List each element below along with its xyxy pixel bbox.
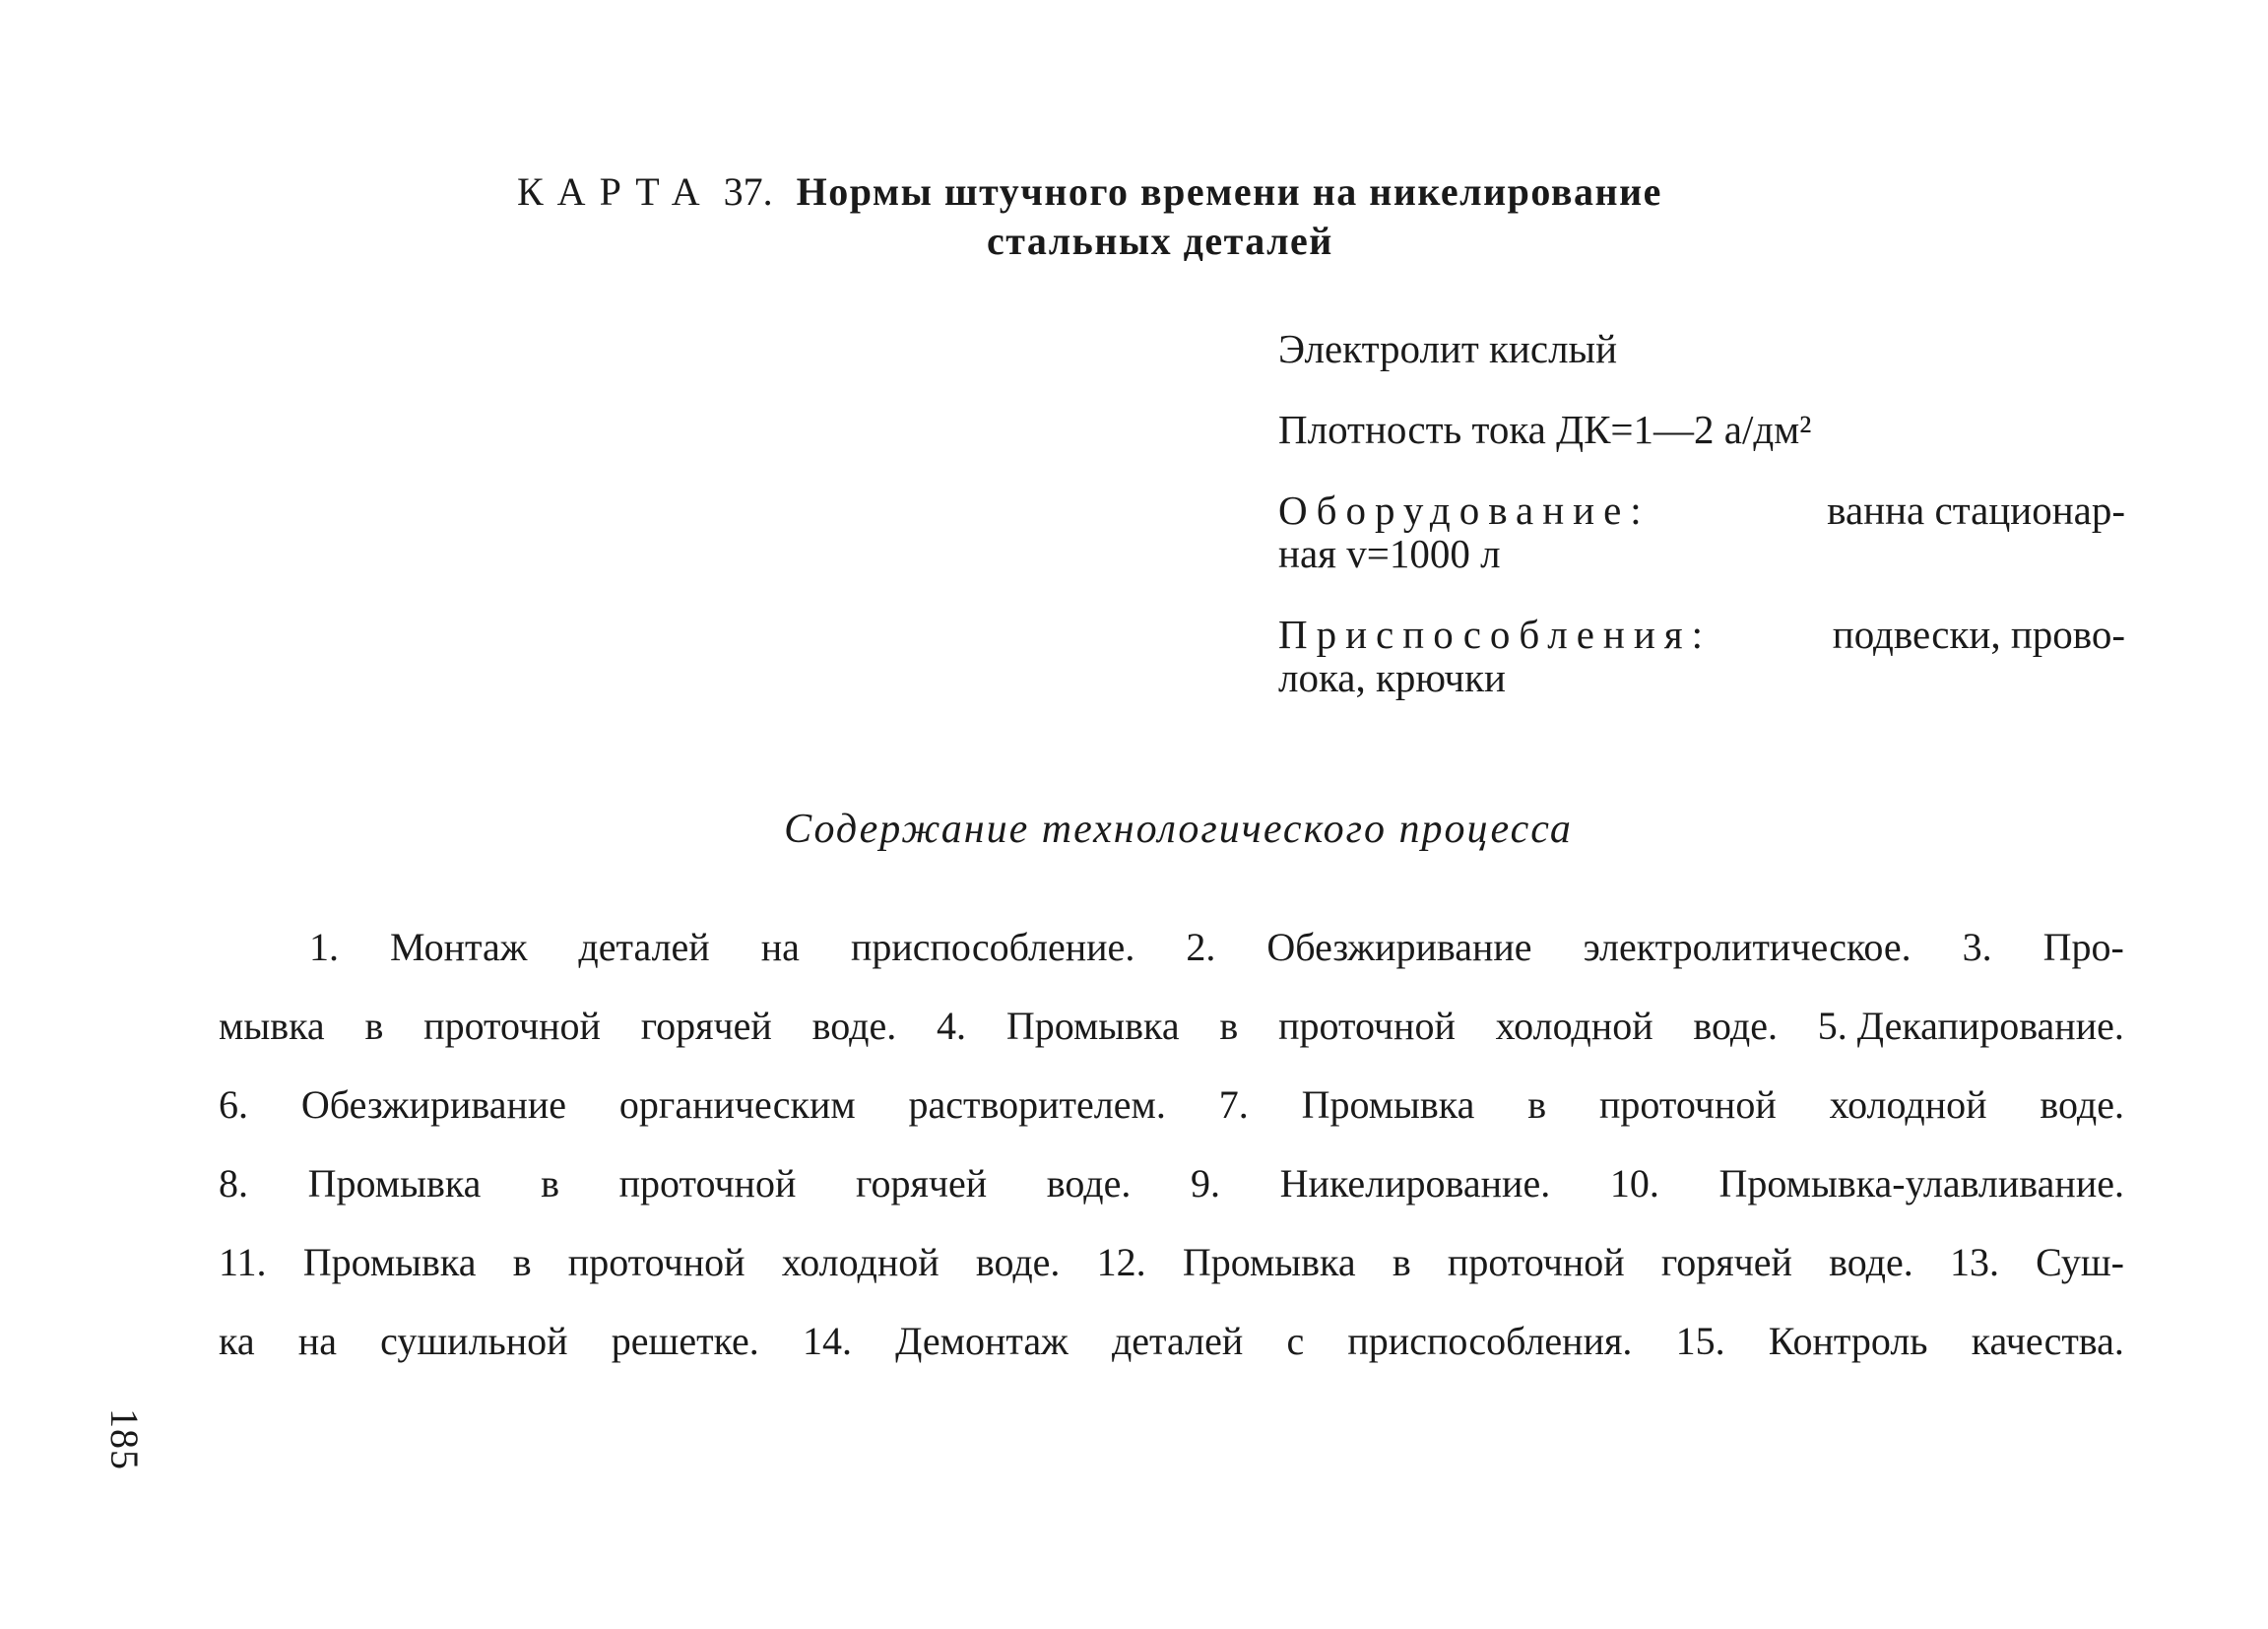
body-line (219, 987, 2124, 1066)
body-word: 13. (1949, 1240, 1999, 1284)
body-word: проточной (618, 1161, 797, 1205)
card-title (517, 167, 1896, 266)
card-title-main-line1: Нормы штучного времени на никелирование (796, 169, 1662, 214)
param-current-density: Плотность тока ДК=1—2 а/дм² (1278, 407, 1812, 452)
body-word: на (297, 1319, 337, 1363)
body-word: в (1219, 1004, 1239, 1048)
body-word: Никелирование. (1279, 1161, 1551, 1205)
body-word: воде. (811, 1004, 897, 1048)
body-word: 2. (1186, 925, 1216, 969)
body-word: 8. (219, 1161, 248, 1205)
body-word: Обезжиривание (300, 1082, 567, 1127)
section-heading: Содержание технологического процесса (784, 807, 1573, 852)
param-fixtures-label: Приспособления: (1278, 612, 1713, 657)
body-word: 10. (1609, 1161, 1659, 1205)
card-title-main-line2: стальных деталей (987, 219, 1333, 263)
body-word: Монтаж (390, 925, 528, 969)
body-word: холодной (1495, 1004, 1653, 1048)
body-word: горячей (1660, 1240, 1792, 1284)
body-word: 14. (802, 1319, 852, 1363)
body-word: 1. (309, 925, 339, 969)
body-word: сушильной (380, 1319, 568, 1363)
body-word: Промывка (1301, 1082, 1475, 1127)
param-equipment-value-2: ная v=1000 л (1278, 531, 1501, 576)
param-electrolyte: Электролит кислый (1278, 326, 1618, 371)
body-word: 5. Декапирование. (1817, 1004, 2124, 1048)
body-word: холодной (1829, 1082, 1987, 1127)
body-word: 4. (937, 1004, 967, 1048)
param-fixtures-value-2: лока, крючки (1278, 655, 1506, 700)
body-word: Промывка (307, 1161, 482, 1205)
body-word: 9. (1191, 1161, 1221, 1205)
body-word: ка (219, 1319, 255, 1363)
body-word: 15. (1675, 1319, 1725, 1363)
process-steps-text (219, 908, 2124, 1381)
body-word: решетке. (611, 1319, 759, 1363)
body-word: горячей (640, 1004, 772, 1048)
body-word: 11. (219, 1240, 267, 1284)
body-word: проточной (1278, 1004, 1456, 1048)
body-line (219, 908, 2124, 987)
body-word: Промывка-улавливание. (1718, 1161, 2124, 1205)
body-word: 6. (219, 1082, 248, 1127)
body-word: с (1286, 1319, 1305, 1363)
body-word: на (760, 925, 800, 969)
body-word: Промывка (302, 1240, 477, 1284)
body-word: электролитическое. (1583, 925, 1912, 969)
page-number: 185 (102, 1408, 147, 1470)
body-word: органическим (618, 1082, 856, 1127)
body-word: Демонтаж (895, 1319, 1069, 1363)
param-fixtures-value-1: подвески, прово- (1832, 612, 2125, 657)
body-word: приспособления. (1347, 1319, 1633, 1363)
body-word: воде. (2040, 1082, 2124, 1127)
body-line (219, 1066, 2124, 1144)
body-word: качества. (1971, 1319, 2124, 1363)
body-line (219, 1223, 2124, 1302)
card-title-number: 37. (723, 169, 773, 214)
param-equipment-label: Оборудование: (1278, 488, 1651, 533)
body-word: проточной (567, 1240, 745, 1284)
param-equipment-value-1: ванна стационар- (1827, 488, 2125, 533)
body-word: деталей (578, 925, 710, 969)
body-line (219, 1302, 2124, 1381)
body-word: в (1392, 1240, 1411, 1284)
process-parameters (1278, 327, 2125, 737)
body-word: Обезжиривание (1266, 925, 1532, 969)
body-word: 12. (1096, 1240, 1146, 1284)
body-word: воде. (1829, 1240, 1913, 1284)
body-word: в (512, 1240, 532, 1284)
body-word: воде. (975, 1240, 1061, 1284)
body-word: проточной (423, 1004, 601, 1048)
body-line (219, 1144, 2124, 1223)
body-word: в (1527, 1082, 1547, 1127)
body-word: в (541, 1161, 559, 1205)
body-word: проточной (1447, 1240, 1625, 1284)
body-word: Контроль (1768, 1319, 1928, 1363)
body-word: воде. (1693, 1004, 1778, 1048)
body-word: приспособление. (850, 925, 1135, 969)
body-word: мывка (219, 1004, 325, 1048)
body-word: горячей (856, 1161, 988, 1205)
body-word: проточной (1599, 1082, 1777, 1127)
body-word: Промывка (1182, 1240, 1356, 1284)
body-word: 7. (1218, 1082, 1249, 1127)
body-word: холодной (781, 1240, 940, 1284)
param-fixtures (1278, 613, 2125, 699)
body-word: растворителем. (908, 1082, 1166, 1127)
param-equipment (1278, 489, 2125, 575)
body-word: 3. (1962, 925, 1992, 969)
body-word: Суш- (2036, 1240, 2124, 1284)
body-word: воде. (1046, 1161, 1132, 1205)
body-word: деталей (1111, 1319, 1244, 1363)
card-title-prefix: КАРТА (517, 169, 714, 214)
body-word: Промывка (1005, 1004, 1180, 1048)
body-word: в (364, 1004, 384, 1048)
body-word: Про- (2042, 925, 2124, 969)
